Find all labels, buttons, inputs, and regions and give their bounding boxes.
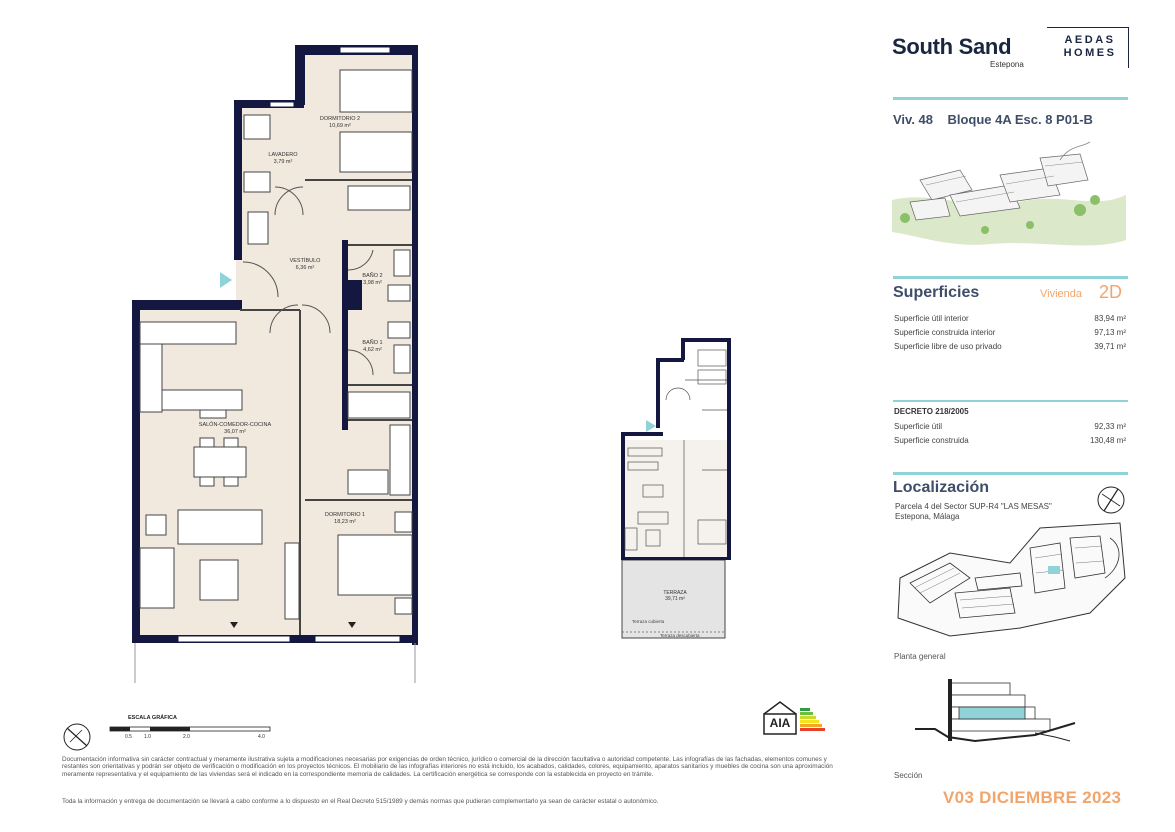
superficies-title: Superficies [893, 284, 980, 301]
decreto-value: 130,48 m² [1089, 436, 1126, 445]
room-name: VESTÍBULO [289, 258, 321, 264]
scale-tick: 0.5 [125, 734, 132, 740]
divider [893, 97, 1128, 100]
compass-icon [62, 722, 92, 752]
developer-logo [1050, 34, 1130, 60]
room-label-vestibulo [270, 258, 340, 272]
surface-value: 97,13 m² [1094, 328, 1126, 337]
disclaimer-legal-text: Toda la información y entrega de documentación se llevará a cabo conforme a lo dispuesto en el Real Decreto 515/1989 y demás normas que pudieran complementarlo ya sean de carácter estatal o autonómico. [62, 798, 659, 805]
room-name: BAÑO 2 [362, 273, 383, 279]
divider [893, 472, 1128, 475]
main-floor-plan [60, 40, 440, 690]
tipo-value: 2D [1099, 282, 1123, 302]
localizacion-title: Localización [893, 479, 990, 496]
room-label-dormitorio2 [300, 116, 380, 130]
room-area: 3,98 m² [363, 280, 382, 286]
surface-label: Superficie útil interior [894, 314, 969, 323]
scale-title: ESCALA GRÁFICA [128, 715, 177, 721]
decreto-value: 92,33 m² [1094, 422, 1126, 431]
divider [893, 276, 1128, 279]
room-name: BAÑO 1 [362, 340, 383, 346]
developer-logo-line2: HOMES [1063, 47, 1117, 59]
room-name: DORMITORIO 1 [324, 512, 366, 518]
terrace-covered-label: Terraza cubierta [632, 619, 665, 624]
room-name: SALÓN-COMEDOR-COCINA [198, 422, 272, 428]
unit-title [893, 112, 1093, 127]
site-plan-caption: Planta general [894, 652, 946, 661]
room-name: LAVADERO [268, 152, 298, 158]
scale-tick: 2.0 [183, 734, 190, 740]
scale-tick: 1.0 [144, 734, 151, 740]
developer-logo-line1: AEDAS [1064, 34, 1116, 46]
room-area: 6,36 m² [295, 265, 315, 271]
surface-label: Superficie construida interior [894, 328, 996, 337]
surface-label: Superficie libre de uso privado [894, 342, 1002, 351]
room-label-lavadero [248, 152, 318, 166]
north-compass-icon [1096, 485, 1126, 515]
site-plan-map [890, 518, 1128, 648]
brand-location: Estepona [990, 60, 1024, 69]
version-date: V03 DICIEMBRE 2023 [943, 788, 1122, 807]
room-area: 4,62 m² [363, 347, 382, 353]
scale-tick: 4.0 [258, 734, 265, 740]
room-area: 3,79 m² [273, 159, 293, 165]
room-name: DORMITORIO 2 [319, 116, 361, 122]
surface-row [894, 342, 1126, 351]
room-name: TERRAZA [663, 590, 687, 596]
room-area: 18,23 m² [334, 519, 356, 525]
decreto-label: Superficie construida [894, 436, 969, 445]
surface-row [894, 328, 1126, 337]
room-label-salon [180, 422, 290, 436]
surface-row [894, 314, 1126, 323]
room-label-terraza [640, 590, 710, 602]
brand-name: South Sand [892, 34, 1012, 59]
scale-bar [108, 725, 278, 735]
room-label-dormitorio1 [305, 512, 385, 526]
decreto-row [894, 422, 1126, 431]
divider [893, 400, 1128, 402]
unit-number: Viv. 48 [893, 112, 933, 127]
decreto-title: DECRETO 218/2005 [894, 407, 969, 416]
address-line2: Estepona, Málaga [895, 512, 960, 521]
room-area: 10,69 m² [329, 123, 351, 129]
aerial-render-image [890, 140, 1128, 252]
aia-logo-text: AIA [769, 716, 791, 730]
section-caption: Sección [894, 771, 923, 780]
unit-block: Bloque 4A Esc. 8 P01-B [947, 112, 1093, 127]
tipo-label: Vivienda [1040, 288, 1082, 300]
section-drawing [915, 675, 1085, 750]
room-label-bano1 [345, 340, 400, 354]
surface-value: 39,71 m² [1094, 342, 1126, 351]
decreto-label: Superficie útil [894, 422, 943, 431]
terrace-uncovered-label: Terraza descubierta [660, 633, 700, 638]
disclaimer-text: Documentación informativa sin carácter contractual y meramente ilustrativa sujeta a modificaciones necesarias por exigencias de orden técnico, jurídico o comercial de la dirección facultativa o autoridad competente. Las infografías de las fachadas, elementos comunes y restantes son orientativas y podrán ser objeto de verificación o modificación en los proyectos técnicos. El mobiliario de las infografías interiores no está incluido, los acabados, calidades, colores, equipamiento, aparatos sanitarios y muebles de cocina son una aproximación meramente representativa y el equipamiento de las viviendas será el indicado en la correspondiente memoria de calidades. La certificación energética se corresponde con la establecida en proyecto en trámite. [62, 756, 833, 778]
decreto-row [894, 436, 1126, 445]
room-area: 39,71 m² [665, 596, 685, 602]
address-line1: Parcela 4 del Sector SUP-R4 "LAS MESAS" [895, 502, 1052, 511]
room-label-bano2 [345, 273, 400, 287]
surface-value: 83,94 m² [1094, 314, 1126, 323]
room-area: 36,07 m² [224, 429, 246, 435]
